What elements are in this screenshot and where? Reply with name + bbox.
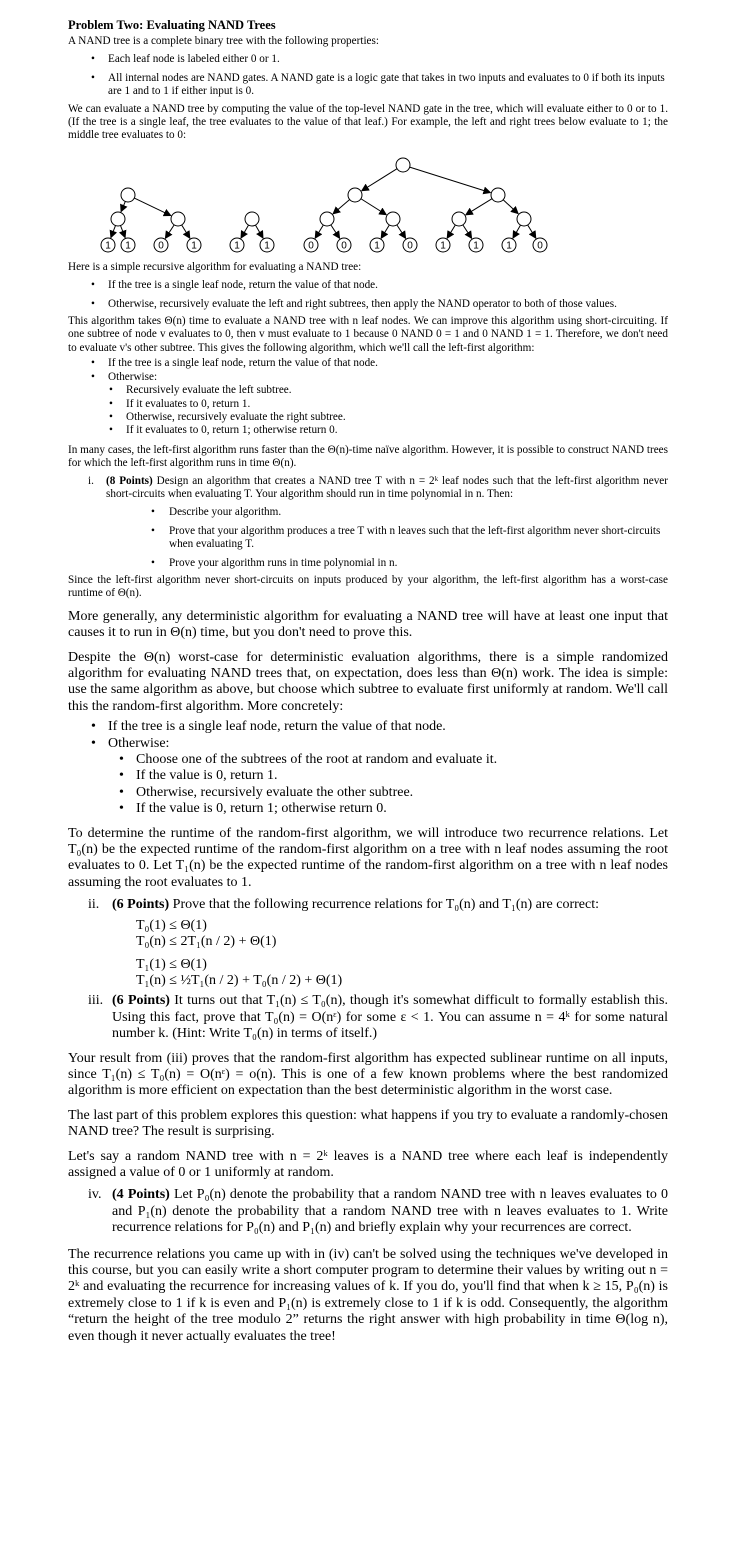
list-item: • If it evaluates to 0, return 1. xyxy=(126,398,668,411)
list-item: • Otherwise, recursively evaluate the right subtree. xyxy=(126,411,668,424)
leaf-value: 0 xyxy=(537,240,543,252)
leaf-value: 1 xyxy=(125,240,131,252)
part-iii xyxy=(88,993,668,1042)
tree-edge xyxy=(255,225,263,238)
recurrence-line: T₁(n) ≤ ½T₁(n / 2) + T₀(n / 2) + Θ(1) xyxy=(136,972,343,988)
leaf-value: 0 xyxy=(158,240,164,252)
list-item: • If the value is 0, return 1. xyxy=(136,768,668,784)
nand-node xyxy=(171,212,185,226)
recurrence-line: T₀(1) ≤ Θ(1) xyxy=(136,917,207,933)
tree-edge xyxy=(165,225,174,238)
tree-edge xyxy=(361,199,386,215)
leaf-value: 1 xyxy=(374,240,380,252)
determine-paragraph: To determine the runtime of the random-first algorithm, we will introduce two recurrence relations. Let T₀(n) be the expected runtime of the random-first algorithm on a tree with n leaf nodes assuming the root evaluates to 0. Let T₁(n) be the expected runtime of the random-first algorithm on a tree with n leaf nodes assuming the root evaluates to 1. xyxy=(68,825,668,890)
tree-edge xyxy=(447,225,455,238)
list-item: • Describe your algorithm. xyxy=(169,506,668,519)
tree-edge xyxy=(121,201,125,211)
list-item: • If the tree is a single leaf node, return the value of that node. xyxy=(108,357,668,370)
part-iv-points: (4 Points) xyxy=(112,1187,170,1203)
nand-node xyxy=(245,212,259,226)
more-generally-paragraph: More generally, any deterministic algorithm for evaluating a NAND tree will have at least one input that causes it to run in Θ(n) time, but you don't need to prove this. xyxy=(68,608,668,641)
nand-node xyxy=(517,212,531,226)
improve-paragraph: This algorithm takes Θ(n) time to evaluate a NAND tree with n leaf nodes. We can improve this algorithm using short-circuiting. If one subtree of node v evaluates to 0, then v must evaluate to 1 because 0 NAND 0 = 1 and 0 NAND 1 = 1. Therefore, we don't need to evaluate v's other subtree. This gives the following algorithm, which we'll call the left-first algorithm: xyxy=(68,315,668,354)
nand-node xyxy=(111,212,125,226)
recurrence-line: T₀(n) ≤ 2T₁(n / 2) + Θ(1) xyxy=(136,934,277,950)
leaf-value: 1 xyxy=(506,240,512,252)
list-item: • Prove your algorithm runs in time polynomial in n. xyxy=(169,557,668,570)
tree-edge xyxy=(381,225,389,238)
nand-node xyxy=(491,188,505,202)
list-item: • All internal nodes are NAND gates. A NAND gate is a logic gate that takes in two inputs and evaluates to 0 if both its inputs are 1 and to 1 if either input is 0. xyxy=(108,72,668,99)
leaf-value: 1 xyxy=(264,240,270,252)
list-item: • Otherwise: xyxy=(108,371,668,384)
random-first-steps xyxy=(68,719,668,752)
tree-edge xyxy=(333,199,350,213)
part-i-points: (8 Points) xyxy=(106,474,153,487)
part-iii-points: (6 Points) xyxy=(112,993,170,1009)
tree-edge xyxy=(466,199,492,215)
tree-edge xyxy=(182,225,190,238)
list-item: • Each leaf node is labeled either 0 or 1. xyxy=(108,53,668,66)
part-i xyxy=(88,475,668,570)
nand-node xyxy=(121,188,135,202)
tree-edge xyxy=(528,225,536,238)
list-item: • Otherwise: xyxy=(108,736,668,752)
leaf-value: 1 xyxy=(105,240,111,252)
tree-edge xyxy=(121,225,126,237)
tree-edge xyxy=(241,225,249,238)
list-item: • If it evaluates to 0, return 1; otherwise return 0. xyxy=(126,424,668,437)
tree-edge xyxy=(362,169,397,191)
since-paragraph: Since the left-first algorithm never short-circuits on inputs produced by your algorithm, the left-first algorithm has a worst-case runtime of Θ(n). xyxy=(68,573,668,600)
part-ii-points: (6 Points) xyxy=(112,897,170,913)
random-tree-paragraph: Let's say a random NAND tree with n = 2ᵏ leaves is a NAND tree where each leaf is independently assigned a value of 0 or 1 uniformly at random. xyxy=(68,1148,668,1180)
part-iv-text: Let P₀(n) denote the probability that a random NAND tree with n leaves evaluates to 0 and P₁(n) denote the probability that a random NAND tree with n leaves evaluates to 1. Write recurrence relations for P₀(n) and P₁(n) and briefly explain why your recurrences are correct. xyxy=(112,1187,668,1236)
tree-edge xyxy=(503,200,518,214)
nand-node xyxy=(320,212,334,226)
part-ii xyxy=(88,897,668,989)
tree-edge xyxy=(513,225,521,238)
random-first-substeps xyxy=(78,752,668,818)
list-item: • Choose one of the subtrees of the root at random and evaluate it. xyxy=(136,752,668,768)
list-item: • Recursively evaluate the left subtree. xyxy=(126,384,668,397)
last-part-paragraph: The last part of this problem explores this question: what happens if you try to evaluate a randomly-chosen NAND tree? The result is surprising. xyxy=(68,1107,668,1140)
list-item: • If the tree is a single leaf node, return the value of that node. xyxy=(108,279,668,292)
tree-edge xyxy=(331,225,340,238)
list-item: • If the value is 0, return 1; otherwise return 0. xyxy=(136,801,668,817)
part-ii-text: Prove that the following recurrence relations for T₀(n) and T₁(n) are correct: xyxy=(172,897,600,913)
properties-list xyxy=(68,53,668,98)
list-item: • Prove that your algorithm produces a tree T with n leaves such that the left-first algorithm never short-circuits when evaluating T. xyxy=(169,525,668,552)
result-iii-paragraph: Your result from (iii) proves that the random-first algorithm has expected sublinear runtime on all inputs, since T₁(n) ≤ T₀(n) = O(nᵋ) = o(n). This is one of a few known problems where the best randomized algorithm is more efficient on expectation than the best deterministic algorithm in the worst case. xyxy=(68,1050,668,1099)
part-i-items xyxy=(106,506,668,570)
part-i-text: Design an algorithm that creates a NAND tree T with n = 2ᵏ leaf nodes such that the left-first algorithm never short-circuits when evaluating T. Your algorithm should run in time polynomial in n. Then: xyxy=(106,474,668,500)
part-i-number: i. xyxy=(88,474,94,487)
tree-edge xyxy=(111,225,116,237)
tree-edge xyxy=(397,225,406,238)
problem-title: Problem Two: Evaluating NAND Trees xyxy=(68,18,276,32)
list-item: • Otherwise, recursively evaluate the other subtree. xyxy=(136,785,668,801)
intro-text: A NAND tree is a complete binary tree with the following properties: xyxy=(68,35,379,47)
leaf-value: 0 xyxy=(407,240,413,252)
nand-node xyxy=(452,212,466,226)
recurrence-t0 xyxy=(136,918,668,951)
nand-node xyxy=(386,212,400,226)
list-item: • Otherwise, recursively evaluate the left and right subtrees, then apply the NAND operator to both of those values. xyxy=(108,298,668,311)
nand-node xyxy=(396,158,410,172)
tree-edge xyxy=(134,198,170,216)
part-iii-text: It turns out that T₁(n) ≤ T₀(n), though it's somewhat difficult to formally establish this. Using this fact, prove that T₀(n) = O(nᵋ) for some ε < 1. You can assume n = 4ᵏ for some natural number k. (Hint: Write T₀(n) in terms of itself.) xyxy=(112,993,668,1042)
leaf-value: 1 xyxy=(473,240,479,252)
part-iv-number: iv. xyxy=(88,1187,102,1203)
left-first-steps xyxy=(68,357,668,384)
leaf-value: 0 xyxy=(308,240,314,252)
tree-edge xyxy=(463,225,472,238)
many-cases-paragraph: In many cases, the left-first algorithm runs faster than the Θ(n)-time naïve algorithm. However, it is possible to construct NAND trees for which the left-first algorithm runs in time Θ(n). xyxy=(68,443,668,470)
recurrence-line: T₁(1) ≤ Θ(1) xyxy=(136,956,207,972)
nand-node xyxy=(348,188,362,202)
recurrence-t1 xyxy=(136,957,668,990)
simple-steps xyxy=(68,279,668,311)
evaluate-paragraph: We can evaluate a NAND tree by computing the value of the top-level NAND gate in the tree, which will evaluate either to 0 or to 1. (If the tree is a single leaf, the tree evaluates to the value of that leaf.) For example, the left and right trees below evaluate to 1; the middle tree evaluates to 0: xyxy=(68,102,668,142)
tree-edge xyxy=(410,167,491,192)
document xyxy=(68,18,668,1345)
simple-intro: Here is a simple recursive algorithm for evaluating a NAND tree: xyxy=(68,260,362,273)
leaf-value: 1 xyxy=(191,240,197,252)
leaf-value: 0 xyxy=(341,240,347,252)
leaf-value: 1 xyxy=(440,240,446,252)
despite-paragraph: Despite the Θ(n) worst-case for deterministic evaluation algorithms, there is a simple randomized algorithm for evaluating NAND trees that, on expectation, does less than Θ(n) work. The idea is simple: use the same algorithm as above, but choose which subtree to evaluate first uniformly at random. We'll call this the random-first algorithm. More concretely: xyxy=(68,649,668,714)
part-ii-number: ii. xyxy=(88,897,100,913)
part-iv xyxy=(88,1187,668,1236)
nand-trees-figure xyxy=(68,147,668,259)
list-item: • If the tree is a single leaf node, return the value of that node. xyxy=(108,719,668,735)
tree-edge xyxy=(315,225,323,238)
final-paragraph: The recurrence relations you came up with in (iv) can't be solved using the techniques we've developed in this course, but you can easily write a short computer program to determine their values by writing out n = 2ᵏ and evaluating the recurrence for increasing values of k. If you do, you'll find that when k ≥ 15, P₀(n) is extremely close to 1 if k is even and P₁(n) is extremely close to 1 if k is odd. Consequently, the algorithm “return the height of the tree modulo 2” returns the right answer with high probability in time Θ(log n), even though it never actually evaluates the tree! xyxy=(68,1246,668,1344)
part-iii-number: iii. xyxy=(88,993,104,1009)
left-first-substeps xyxy=(68,384,668,438)
leaf-value: 1 xyxy=(234,240,240,252)
